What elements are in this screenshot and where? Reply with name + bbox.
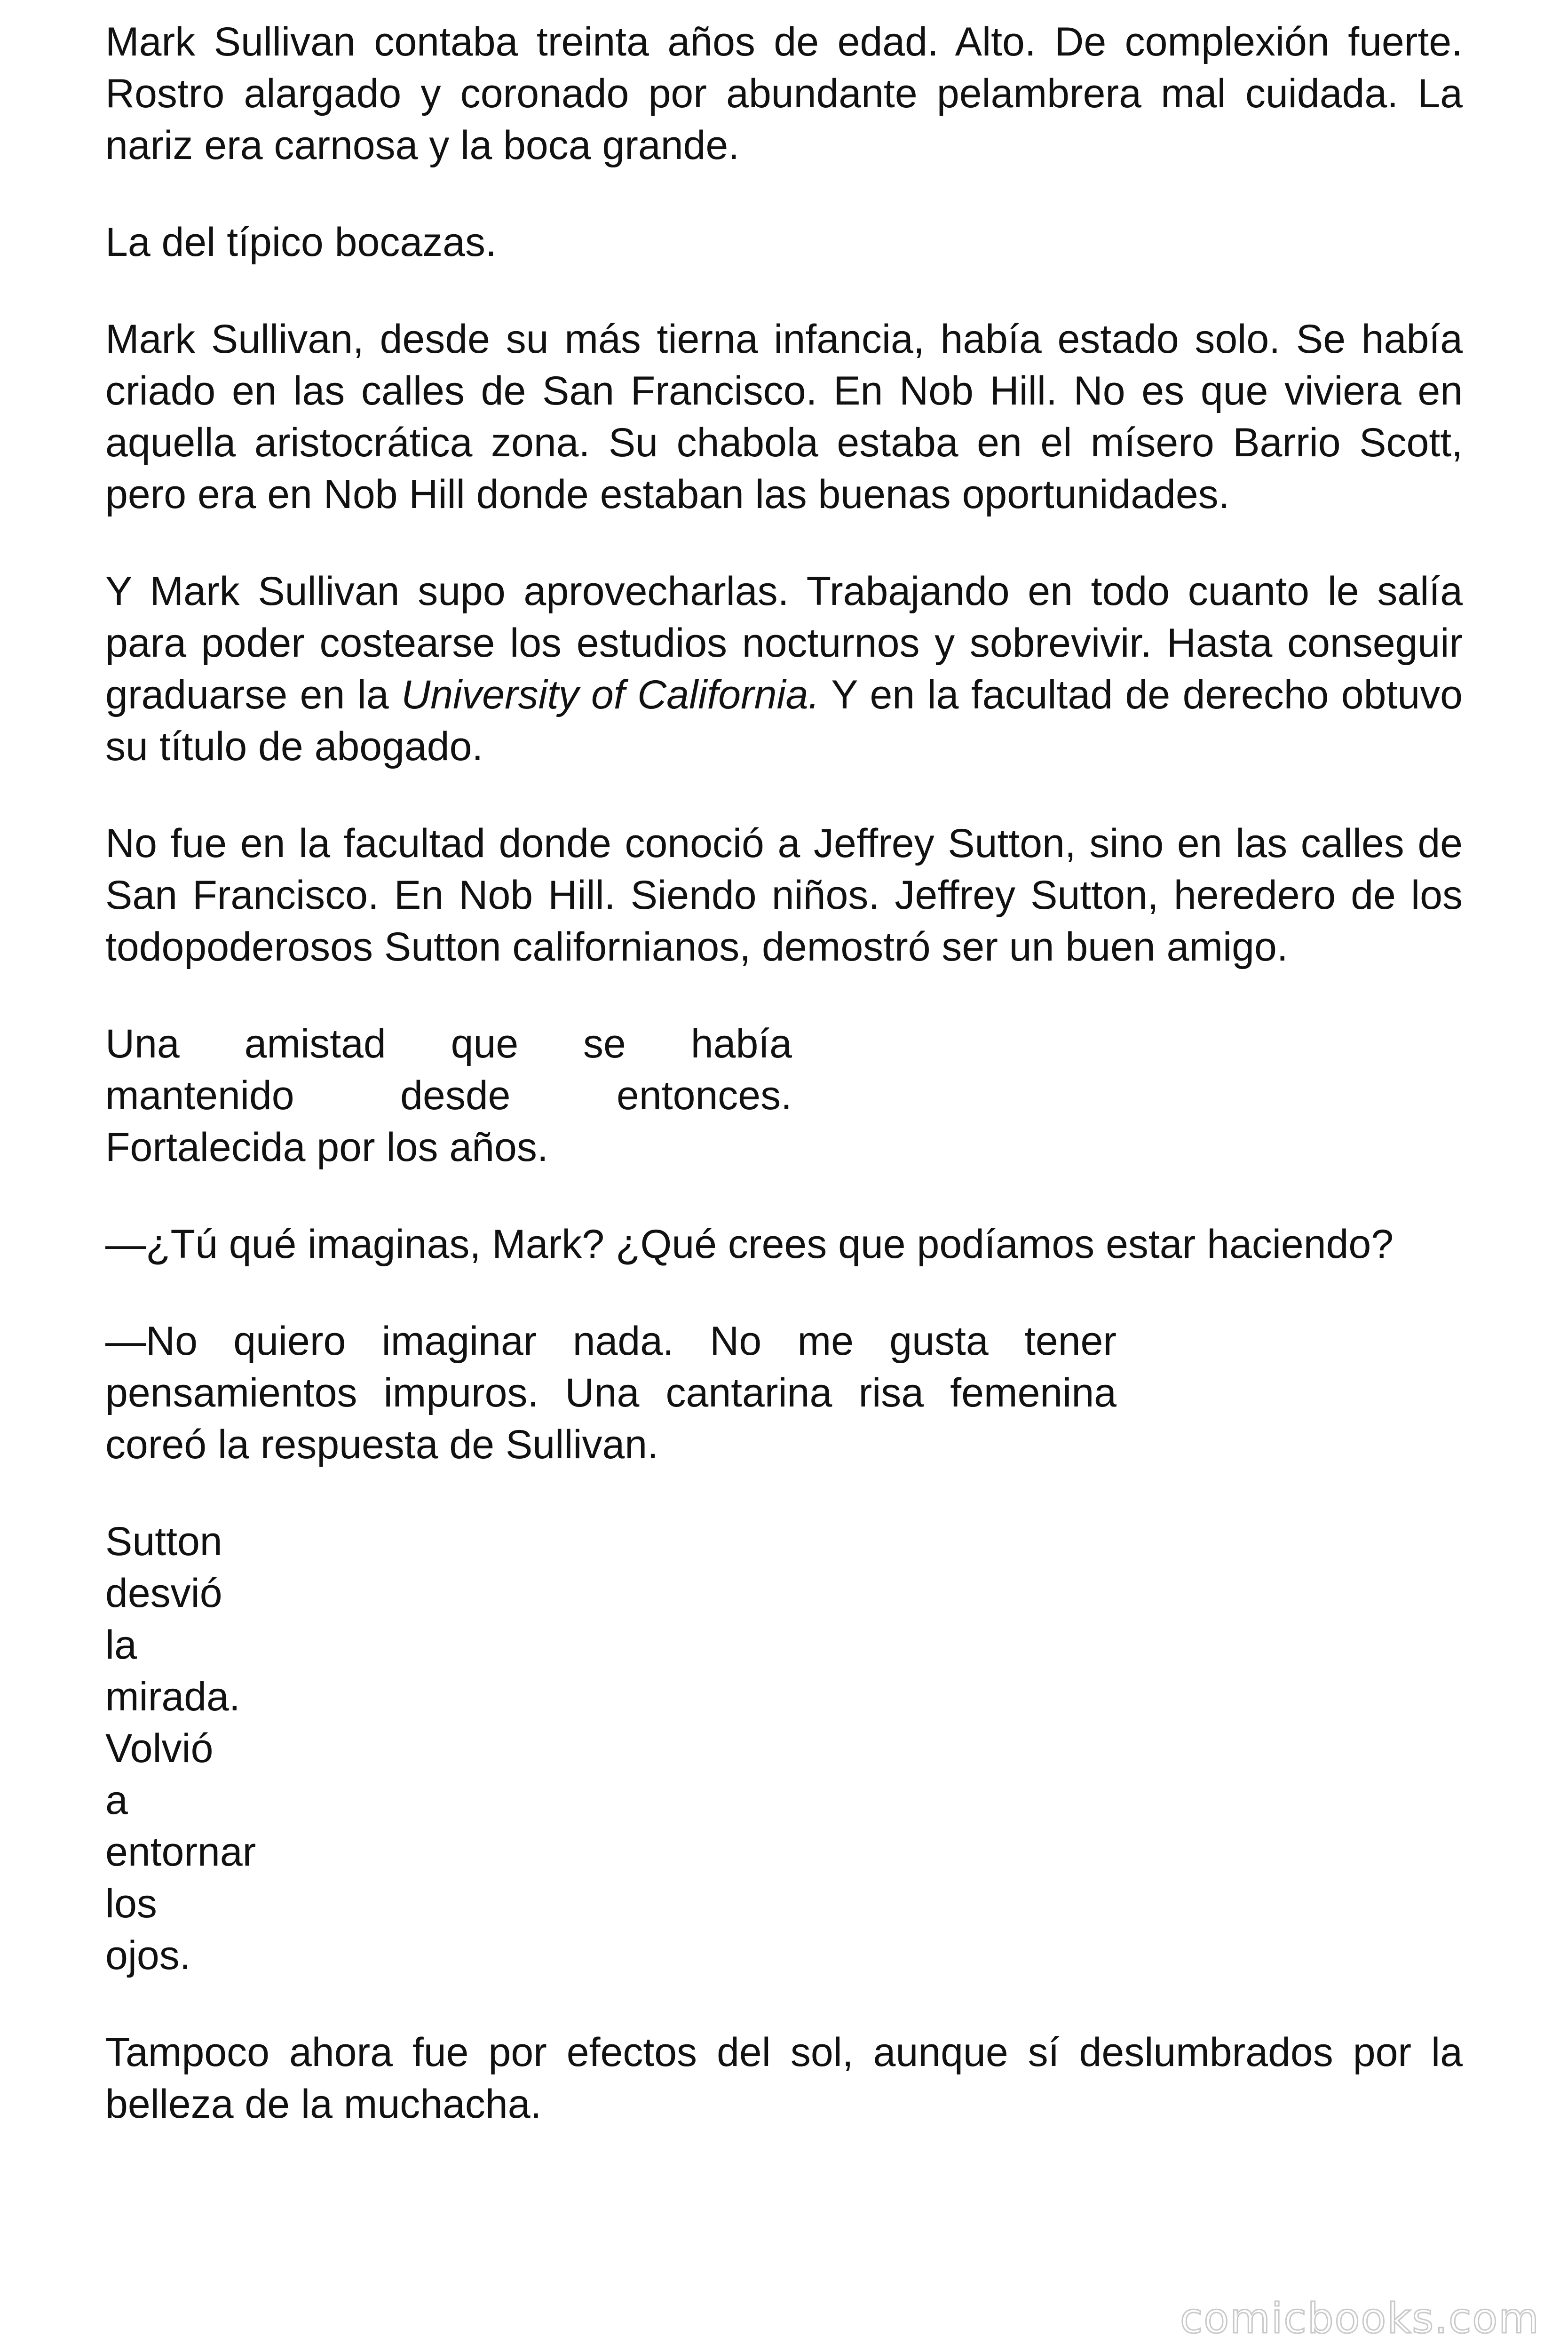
paragraph-1: Mark Sullivan contaba treinta años de edad. Alto. De complexión fuerte. Rostro alargado y coronado por abundante pelambrera mal cuidada. La nariz era carnosa y la boca grande.	[105, 19, 1463, 168]
paragraph-4-text-b: Y en la facultad de derecho obtuvo su título de abogado.	[105, 672, 1463, 769]
paragraph-8: —No quiero imaginar nada. No me gusta tener pensamientos impuros. Una cantarina risa femenina coreó la respuesta de Sullivan.	[105, 1319, 1117, 1467]
paragraph-6-line-3: Fortalecida por los años.	[105, 1125, 548, 1170]
paragraph-6-line-1: Una amistad que se había	[105, 1021, 792, 1066]
paragraph-2: La del típico bocazas.	[105, 220, 497, 265]
paragraph-9-word: mirada.	[105, 1674, 240, 1719]
paragraph-9	[105, 1516, 284, 1981]
paragraph-7: —¿Tú qué imaginas, Mark? ¿Qué crees que podíamos estar haciendo?	[105, 1222, 1394, 1267]
watermark-logo: comicbooks.com	[1180, 2294, 1540, 2343]
paragraph-6-line-2: mantenido desde entonces.	[105, 1073, 792, 1118]
paragraph-9-word: Volvió	[105, 1726, 214, 1771]
paragraph-9-word: entornar	[105, 1829, 256, 1875]
paragraph-4-text-a: Y Mark Sullivan supo aprovecharlas. Trabajando en todo cuanto le salía para poder costearse los estudios nocturnos y sobrevivir. Hasta conseguir graduarse en la	[105, 569, 1463, 717]
paragraph-3: Mark Sullivan, desde su más tierna infancia, había estado solo. Se había criado en las calles de San Francisco. En Nob Hill. No es que viviera en aquella aristocrática zona. Su chabola estaba en el mísero Barrio Scott, pero era en Nob Hill donde estaban las buenas oportunidades.	[105, 317, 1463, 517]
paragraph-4-italic: University of California.	[401, 672, 820, 717]
paragraph-10: Tampoco ahora fue por efectos del sol, aunque sí deslumbrados por la belleza de la muchacha.	[105, 2030, 1463, 2127]
paragraph-4	[105, 565, 1463, 772]
paragraph-9-word: los	[105, 1881, 157, 1926]
paragraph-9-word: la	[105, 1622, 137, 1668]
paragraph-5: No fue en la facultad donde conoció a Jeffrey Sutton, sino en las calles de San Francisco. En Nob Hill. Siendo niños. Jeffrey Sutton, heredero de los todopoderosos Sutton californianos, demostró ser un buen amigo.	[105, 821, 1463, 969]
paragraph-6	[105, 1018, 792, 1173]
document-body	[105, 16, 1463, 2175]
paragraph-9-word: Sutton	[105, 1519, 222, 1564]
paragraph-9-word: desvió	[105, 1571, 222, 1616]
paragraph-9-word: a	[105, 1778, 128, 1823]
paragraph-9-word: ojos.	[105, 1933, 191, 1978]
